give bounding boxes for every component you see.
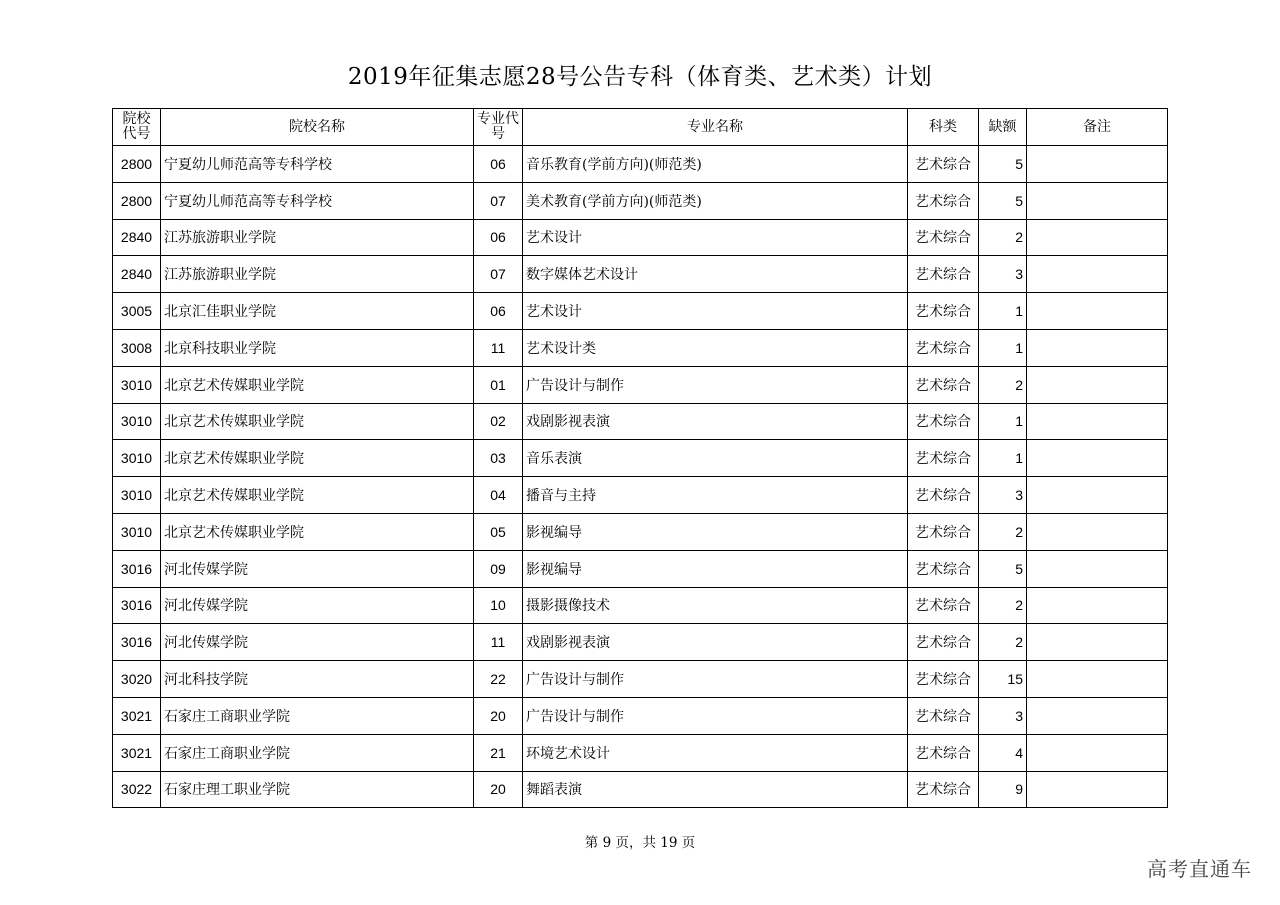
category-cell: 艺术综合	[908, 256, 979, 293]
school-name-cell: 宁夏幼儿师范高等专科学校	[161, 182, 474, 219]
school-code-cell: 3010	[113, 513, 161, 550]
major-code-cell: 02	[474, 403, 523, 440]
table-row	[113, 182, 1168, 219]
major-code-cell: 09	[474, 550, 523, 587]
category-cell: 艺术综合	[908, 734, 979, 771]
school-code-cell: 2840	[113, 219, 161, 256]
remarks-cell	[1027, 146, 1168, 183]
table-row	[113, 219, 1168, 256]
school-name-cell: 北京艺术传媒职业学院	[161, 366, 474, 403]
remarks-cell	[1027, 587, 1168, 624]
table-row	[113, 477, 1168, 514]
major-code-cell: 06	[474, 293, 523, 330]
category-cell: 艺术综合	[908, 146, 979, 183]
major-name-cell: 影视编导	[523, 513, 908, 550]
table-row	[113, 329, 1168, 366]
school-name-cell: 北京艺术传媒职业学院	[161, 513, 474, 550]
category-cell: 艺术综合	[908, 293, 979, 330]
category-cell: 艺术综合	[908, 477, 979, 514]
remarks-cell	[1027, 624, 1168, 661]
category-cell: 艺术综合	[908, 329, 979, 366]
school-code-cell: 3010	[113, 403, 161, 440]
header-major-name: 专业名称	[523, 109, 908, 146]
remarks-cell	[1027, 366, 1168, 403]
page-title: 2019年征集志愿28号公告专科（体育类、艺术类）计划	[347, 64, 933, 90]
remarks-cell	[1027, 329, 1168, 366]
major-code-cell: 11	[474, 329, 523, 366]
category-cell: 艺术综合	[908, 513, 979, 550]
quota-cell: 1	[979, 440, 1027, 477]
quota-cell: 2	[979, 219, 1027, 256]
major-code-cell: 07	[474, 256, 523, 293]
major-code-cell: 07	[474, 182, 523, 219]
quota-cell: 5	[979, 146, 1027, 183]
remarks-cell	[1027, 697, 1168, 734]
major-name-cell: 影视编导	[523, 550, 908, 587]
school-name-cell: 江苏旅游职业学院	[161, 256, 474, 293]
remarks-cell	[1027, 182, 1168, 219]
header-major-code: 专业代号	[474, 109, 523, 146]
remarks-cell	[1027, 477, 1168, 514]
school-name-cell: 河北传媒学院	[161, 550, 474, 587]
major-code-cell: 01	[474, 366, 523, 403]
school-name-cell: 江苏旅游职业学院	[161, 219, 474, 256]
school-code-cell: 3008	[113, 329, 161, 366]
school-code-cell: 3010	[113, 440, 161, 477]
quota-cell: 2	[979, 587, 1027, 624]
category-cell: 艺术综合	[908, 697, 979, 734]
major-name-cell: 音乐教育(学前方向)(师范类)	[523, 146, 908, 183]
major-name-cell: 艺术设计	[523, 219, 908, 256]
quota-cell: 1	[979, 403, 1027, 440]
category-cell: 艺术综合	[908, 366, 979, 403]
plan-table	[112, 108, 1168, 808]
table-row	[113, 771, 1168, 808]
table-row	[113, 734, 1168, 771]
category-cell: 艺术综合	[908, 624, 979, 661]
quota-cell: 15	[979, 661, 1027, 698]
header-category: 科类	[908, 109, 979, 146]
major-code-cell: 06	[474, 146, 523, 183]
category-cell: 艺术综合	[908, 440, 979, 477]
category-cell: 艺术综合	[908, 587, 979, 624]
quota-cell: 1	[979, 293, 1027, 330]
school-code-cell: 3010	[113, 366, 161, 403]
major-code-cell: 10	[474, 587, 523, 624]
table-row	[113, 256, 1168, 293]
table-row	[113, 624, 1168, 661]
major-name-cell: 艺术设计类	[523, 329, 908, 366]
major-code-cell: 11	[474, 624, 523, 661]
remarks-cell	[1027, 256, 1168, 293]
category-cell: 艺术综合	[908, 182, 979, 219]
major-code-cell: 21	[474, 734, 523, 771]
major-name-cell: 广告设计与制作	[523, 661, 908, 698]
school-code-cell: 3010	[113, 477, 161, 514]
major-name-cell: 舞蹈表演	[523, 771, 908, 808]
major-code-cell: 06	[474, 219, 523, 256]
category-cell: 艺术综合	[908, 550, 979, 587]
table-row	[113, 293, 1168, 330]
quota-cell: 2	[979, 624, 1027, 661]
major-code-cell: 22	[474, 661, 523, 698]
major-name-cell: 戏剧影视表演	[523, 403, 908, 440]
remarks-cell	[1027, 661, 1168, 698]
quota-cell: 3	[979, 477, 1027, 514]
watermark-logo: 高考直通车	[1147, 857, 1252, 881]
major-name-cell: 戏剧影视表演	[523, 624, 908, 661]
quota-cell: 4	[979, 734, 1027, 771]
table-row	[113, 513, 1168, 550]
remarks-cell	[1027, 440, 1168, 477]
major-name-cell: 摄影摄像技术	[523, 587, 908, 624]
major-name-cell: 播音与主持	[523, 477, 908, 514]
table-row	[113, 403, 1168, 440]
school-name-cell: 北京汇佳职业学院	[161, 293, 474, 330]
school-name-cell: 北京艺术传媒职业学院	[161, 440, 474, 477]
school-name-cell: 石家庄理工职业学院	[161, 771, 474, 808]
major-name-cell: 广告设计与制作	[523, 697, 908, 734]
quota-cell: 2	[979, 513, 1027, 550]
table-row	[113, 587, 1168, 624]
header-remarks: 备注	[1027, 109, 1168, 146]
school-code-cell: 3016	[113, 587, 161, 624]
major-name-cell: 艺术设计	[523, 293, 908, 330]
school-name-cell: 石家庄工商职业学院	[161, 697, 474, 734]
table-header-row	[113, 109, 1168, 146]
quota-cell: 5	[979, 550, 1027, 587]
school-name-cell: 北京科技职业学院	[161, 329, 474, 366]
school-code-cell: 3005	[113, 293, 161, 330]
remarks-cell	[1027, 219, 1168, 256]
school-code-cell: 3021	[113, 734, 161, 771]
table-row	[113, 697, 1168, 734]
category-cell: 艺术综合	[908, 403, 979, 440]
table-row	[113, 440, 1168, 477]
major-code-cell: 05	[474, 513, 523, 550]
major-name-cell: 数字媒体艺术设计	[523, 256, 908, 293]
table-row	[113, 366, 1168, 403]
major-name-cell: 音乐表演	[523, 440, 908, 477]
school-code-cell: 3020	[113, 661, 161, 698]
school-name-cell: 北京艺术传媒职业学院	[161, 403, 474, 440]
major-code-cell: 04	[474, 477, 523, 514]
header-quota: 缺额	[979, 109, 1027, 146]
quota-cell: 5	[979, 182, 1027, 219]
table-row	[113, 550, 1168, 587]
remarks-cell	[1027, 734, 1168, 771]
table-row	[113, 146, 1168, 183]
remarks-cell	[1027, 771, 1168, 808]
table-row	[113, 661, 1168, 698]
school-code-cell: 3022	[113, 771, 161, 808]
school-name-cell: 河北科技学院	[161, 661, 474, 698]
page-footer: 第 9 页，共 19 页	[584, 835, 696, 851]
school-code-cell: 3016	[113, 624, 161, 661]
category-cell: 艺术综合	[908, 219, 979, 256]
major-name-cell: 美术教育(学前方向)(师范类)	[523, 182, 908, 219]
school-name-cell: 石家庄工商职业学院	[161, 734, 474, 771]
header-school-name: 院校名称	[161, 109, 474, 146]
school-code-cell: 2800	[113, 146, 161, 183]
school-code-cell: 2840	[113, 256, 161, 293]
school-name-cell: 宁夏幼儿师范高等专科学校	[161, 146, 474, 183]
category-cell: 艺术综合	[908, 661, 979, 698]
school-name-cell: 河北传媒学院	[161, 624, 474, 661]
school-name-cell: 河北传媒学院	[161, 587, 474, 624]
quota-cell: 9	[979, 771, 1027, 808]
remarks-cell	[1027, 293, 1168, 330]
remarks-cell	[1027, 513, 1168, 550]
major-code-cell: 03	[474, 440, 523, 477]
quota-cell: 3	[979, 697, 1027, 734]
category-cell: 艺术综合	[908, 771, 979, 808]
major-name-cell: 广告设计与制作	[523, 366, 908, 403]
school-name-cell: 北京艺术传媒职业学院	[161, 477, 474, 514]
header-school-code: 院校代号	[113, 109, 161, 146]
major-name-cell: 环境艺术设计	[523, 734, 908, 771]
school-code-cell: 3016	[113, 550, 161, 587]
quota-cell: 3	[979, 256, 1027, 293]
quota-cell: 1	[979, 329, 1027, 366]
quota-cell: 2	[979, 366, 1027, 403]
major-code-cell: 20	[474, 697, 523, 734]
remarks-cell	[1027, 550, 1168, 587]
remarks-cell	[1027, 403, 1168, 440]
major-code-cell: 20	[474, 771, 523, 808]
school-code-cell: 3021	[113, 697, 161, 734]
school-code-cell: 2800	[113, 182, 161, 219]
